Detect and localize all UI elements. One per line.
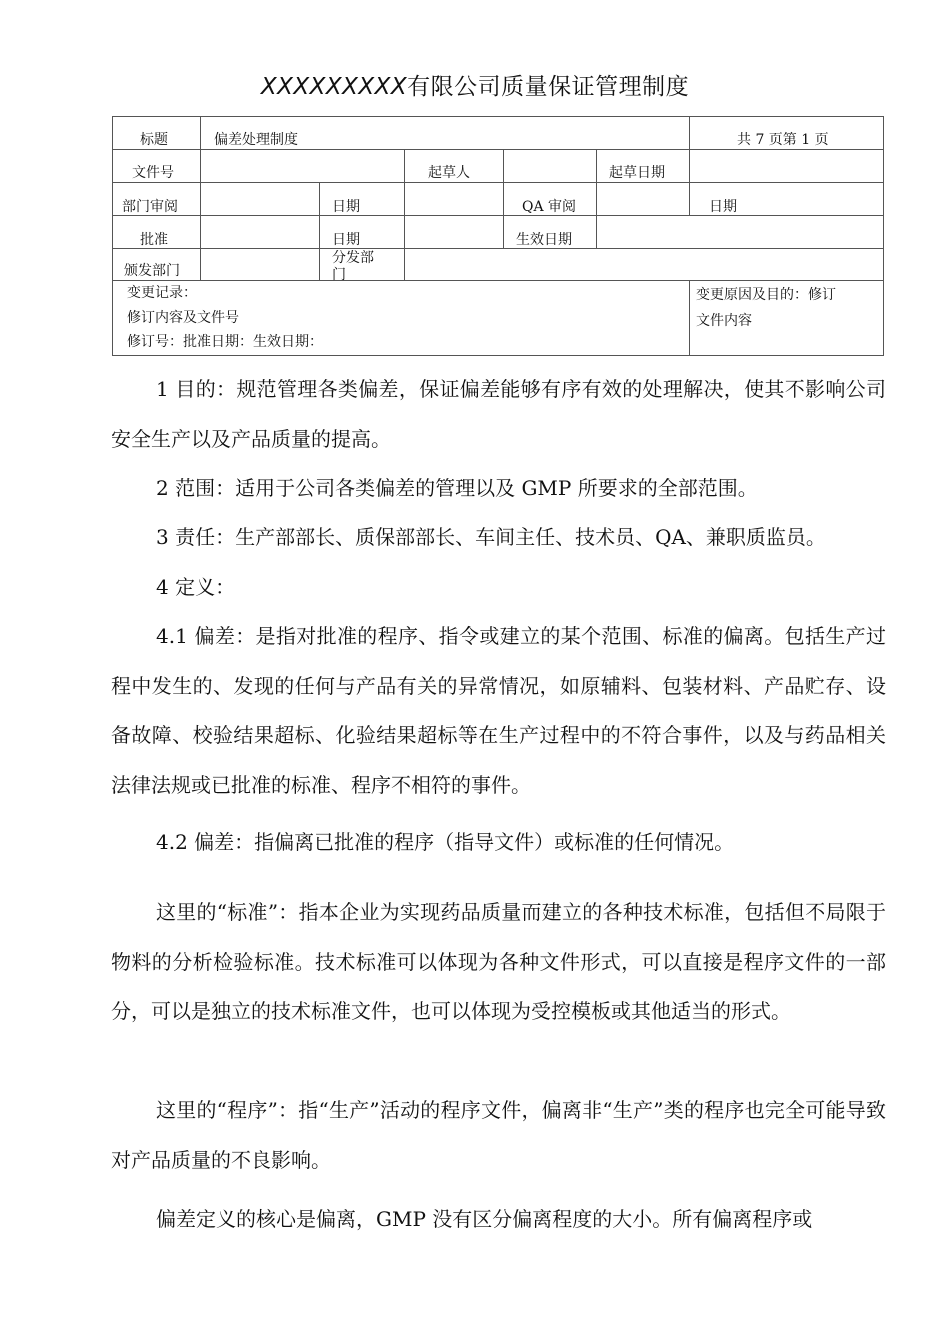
title-value: 偏差处理制度 bbox=[214, 132, 298, 148]
paragraph-definition-heading: 4 定义： bbox=[156, 575, 236, 599]
distribution-dept-label: 分发部门 bbox=[332, 250, 374, 282]
paragraph-definition-4-2: 4.2 偏差：指偏离已批准的程序（指导文件）或标准的任何情况。 bbox=[156, 830, 735, 854]
issue-dept-label: 颁发部门 bbox=[124, 263, 180, 279]
draft-date-label: 起草日期 bbox=[609, 165, 665, 181]
effective-date-label: 生效日期 bbox=[516, 232, 572, 248]
paragraph-procedure-definition: 这里的“程序”：指“生产”活动的程序文件，偏离非“生产”类的程序也完全可能导致对产品质量的不良影响。 bbox=[111, 1098, 886, 1172]
revision-content-label: 修订内容及文件号 bbox=[127, 310, 239, 326]
title-label: 标题 bbox=[140, 132, 168, 148]
document-title bbox=[0, 68, 950, 101]
paragraph-purpose: 1 目的：规范管理各类偏差，保证偏差能够有序有效的处理解决，使其不影响公司安全生产以及产品质量的提高。 bbox=[111, 377, 886, 451]
paragraph-standard-definition: 这里的“标准”：指本企业为实现药品质量而建立的各种技术标准，包括但不局限于物料的分析检验标准。技术标准可以体现为各种文件形式，可以直接是程序文件的一部分，可以是独立的技术标准文件，也可以体现为受控模板或其他适当的形式。 bbox=[111, 900, 886, 1023]
change-record-label: 变更记录： bbox=[127, 285, 197, 301]
approve-label: 批准 bbox=[140, 232, 168, 248]
document-title-text: 有限公司质量保证管理制度 bbox=[407, 74, 690, 100]
company-name-placeholder: XXXXXXXXX bbox=[260, 74, 408, 100]
revision-line-label: 修订号：批准日期：生效日期： bbox=[127, 334, 323, 350]
paragraph-deviation-core: 偏差定义的核心是偏离，GMP 没有区分偏离程度的大小。所有偏离程序或 bbox=[156, 1207, 813, 1231]
document-header-table bbox=[112, 116, 883, 355]
qa-review-label: QA 审阅 bbox=[522, 199, 577, 215]
drafter-label: 起草人 bbox=[428, 165, 470, 181]
date-label-2: 日期 bbox=[709, 199, 737, 215]
date-label-3: 日期 bbox=[332, 232, 360, 248]
paragraph-definition-4-1: 4.1 偏差：是指对批准的程序、指令或建立的某个范围、标准的偏离。包括生产过程中发生的、发现的任何与产品有关的异常情况，如原辅料、包装材料、产品贮存、设备故障、校验结果超标、化验结果超标等在生产过程中的不符合事件，以及与药品相关法律法规或已批准的标准、程序不相符的事件。 bbox=[111, 624, 886, 797]
page-info: 共 7 页第 1 页 bbox=[737, 132, 829, 148]
change-reason-label: 变更原因及目的：修订 bbox=[696, 287, 836, 303]
date-label-1: 日期 bbox=[332, 199, 360, 215]
paragraph-responsibility: 3 责任：生产部部长、质保部部长、车间主任、技术员、QA、兼职质监员。 bbox=[156, 525, 826, 549]
dept-review-label: 部门审阅 bbox=[122, 199, 178, 215]
paragraph-scope: 2 范围：适用于公司各类偏差的管理以及 GMP 所要求的全部范围。 bbox=[156, 476, 758, 500]
file-number-label: 文件号 bbox=[132, 165, 174, 181]
change-reason-continued: 文件内容 bbox=[696, 313, 752, 329]
